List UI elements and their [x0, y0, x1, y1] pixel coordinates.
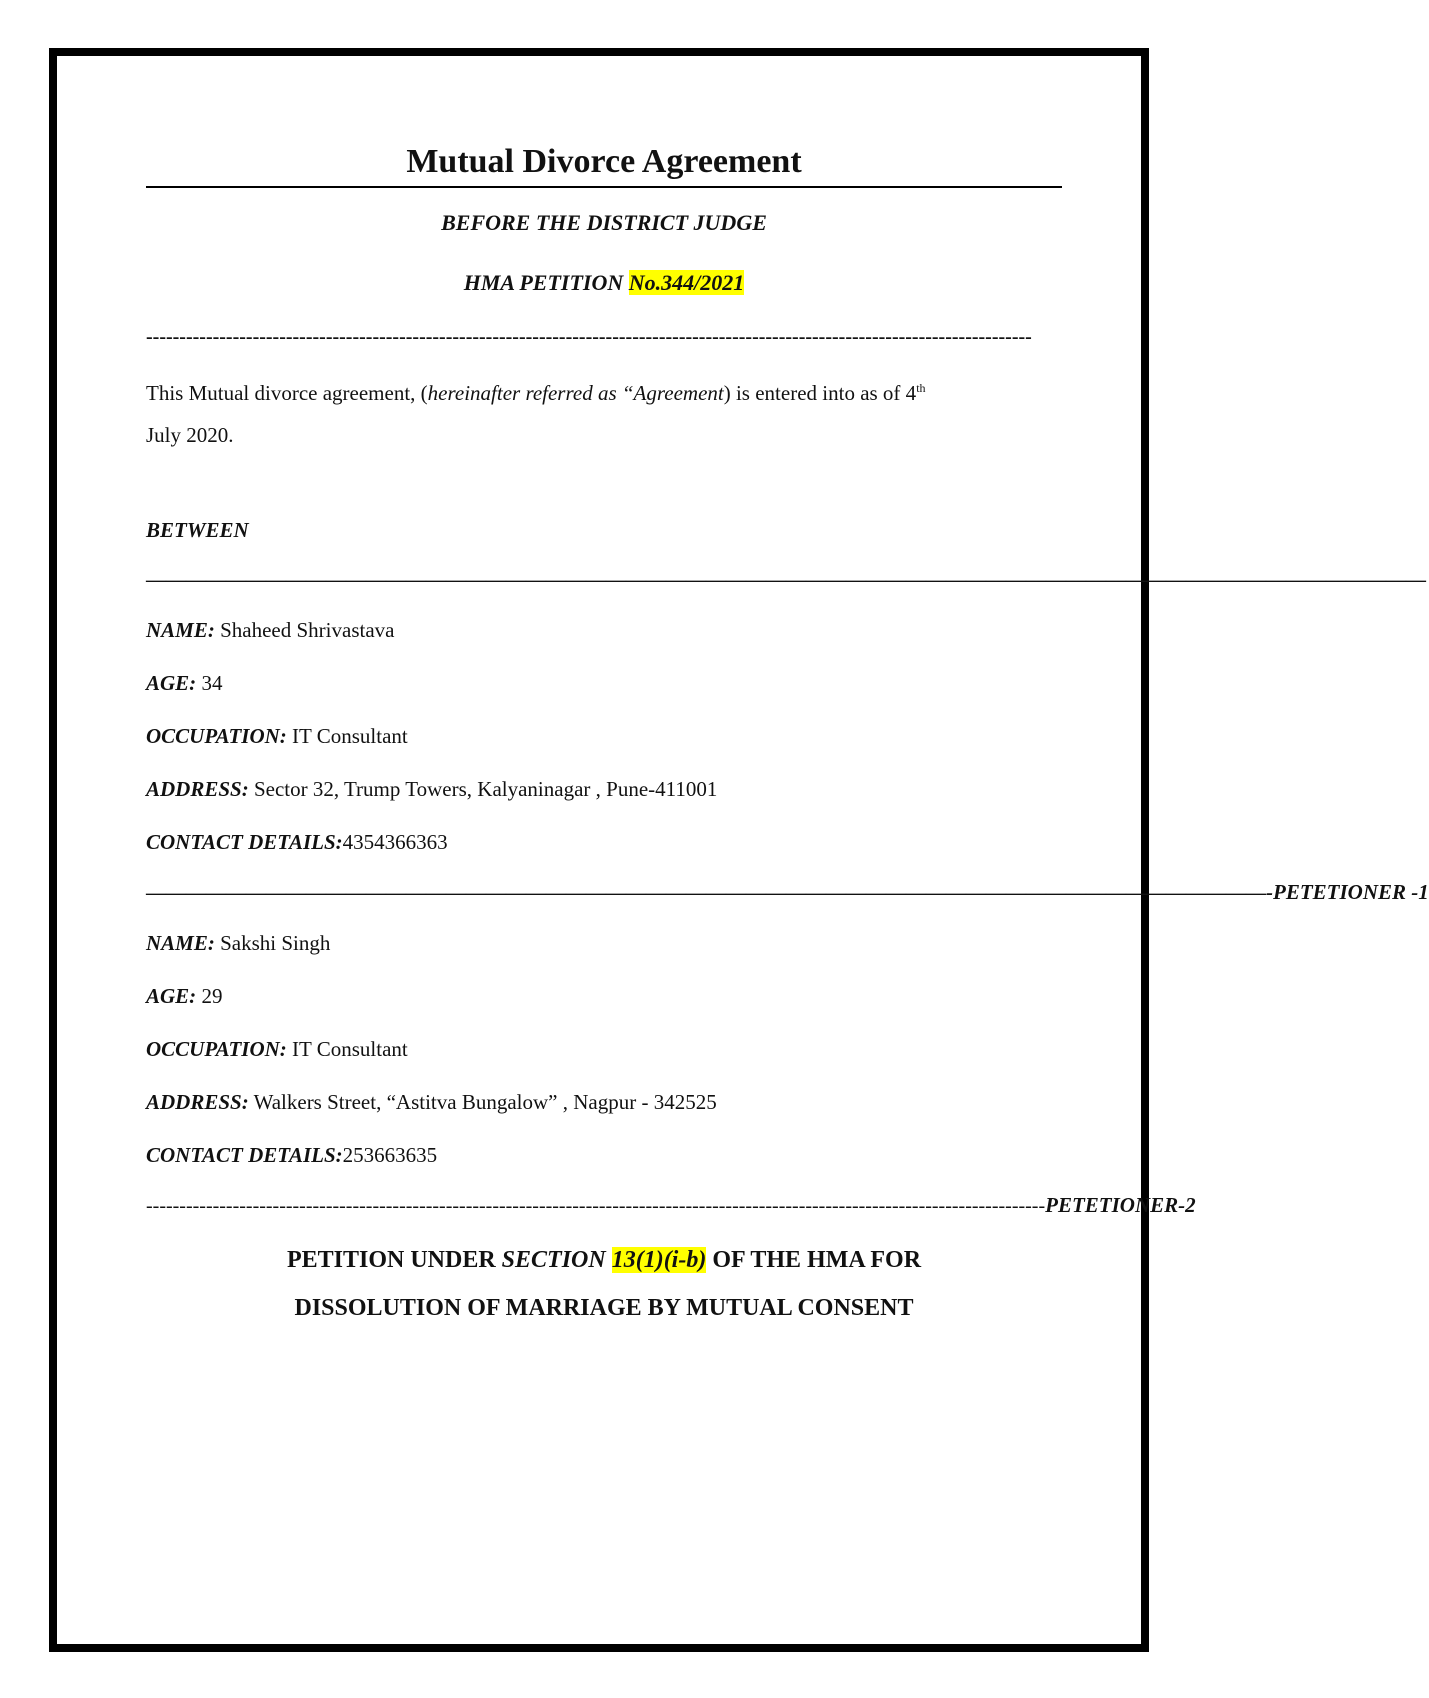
p1-age: AGE: 34: [146, 671, 223, 695]
intro-italic: hereinafter referred as “Agreement: [427, 381, 724, 405]
petitioner1-separator: ———————————————————————————————————————————————————————— -PETETIONER -1: [146, 880, 1429, 904]
intro-paragraph: [146, 367, 1062, 456]
document-title: Mutual Divorce Agreement: [146, 140, 1062, 188]
petitioner1-label: -PETETIONER -1: [1266, 880, 1429, 904]
petition-prefix: HMA PETITION: [463, 270, 624, 295]
intro-date: July 2020.: [146, 423, 234, 447]
separator-long-dashes: ————————————————————————————————————————————————————————————————: [146, 569, 1426, 591]
p1-address: ADDRESS: Sector 32, Trump Towers, Kalyaninagar , Pune-411001: [146, 777, 718, 801]
section-number: 13(1)(i-b): [611, 1247, 707, 1273]
petition-number: No.344/2021: [628, 270, 745, 295]
p1-occupation: OCCUPATION: IT Consultant: [146, 724, 408, 748]
p2-age: AGE: 29: [146, 984, 223, 1008]
petition-line: [146, 270, 1062, 296]
petitioner2-label: PETETIONER-2: [1045, 1193, 1196, 1217]
intro-text-2: ) is entered into as of 4: [723, 381, 917, 405]
court-line: BEFORE THE DISTRICT JUDGE: [441, 210, 767, 235]
intro-sup: th: [916, 381, 926, 395]
document-page: [146, 140, 1429, 1332]
p2-name: NAME: Sakshi Singh: [146, 931, 331, 955]
p1-contact: CONTACT DETAILS:4354366363: [146, 830, 448, 854]
petitioner2-separator: --------------------------------------------------------------------------------------------------------------------------------------- PETETIONER-2: [146, 1193, 1196, 1217]
between-label: BETWEEN: [146, 518, 249, 542]
p1-name: NAME: Shaheed Shrivastava: [146, 618, 395, 642]
separator-dashes: -------------------------------------------------------------------------------------------------------------------------------------: [146, 326, 1032, 348]
p2-address: ADDRESS: Walkers Street, “Astitva Bungalow” , Nagpur - 342525: [146, 1090, 717, 1114]
petition-heading: PETITION UNDER SECTION 13(1)(i-b) OF THE HMA FOR DISSOLUTION OF MARRIAGE BY MUTUAL CONSENT: [286, 1247, 922, 1321]
p2-occupation: OCCUPATION: IT Consultant: [146, 1037, 408, 1061]
intro-text: This Mutual divorce agreement, (: [146, 381, 428, 405]
p2-contact: CONTACT DETAILS:253663635: [146, 1143, 438, 1167]
